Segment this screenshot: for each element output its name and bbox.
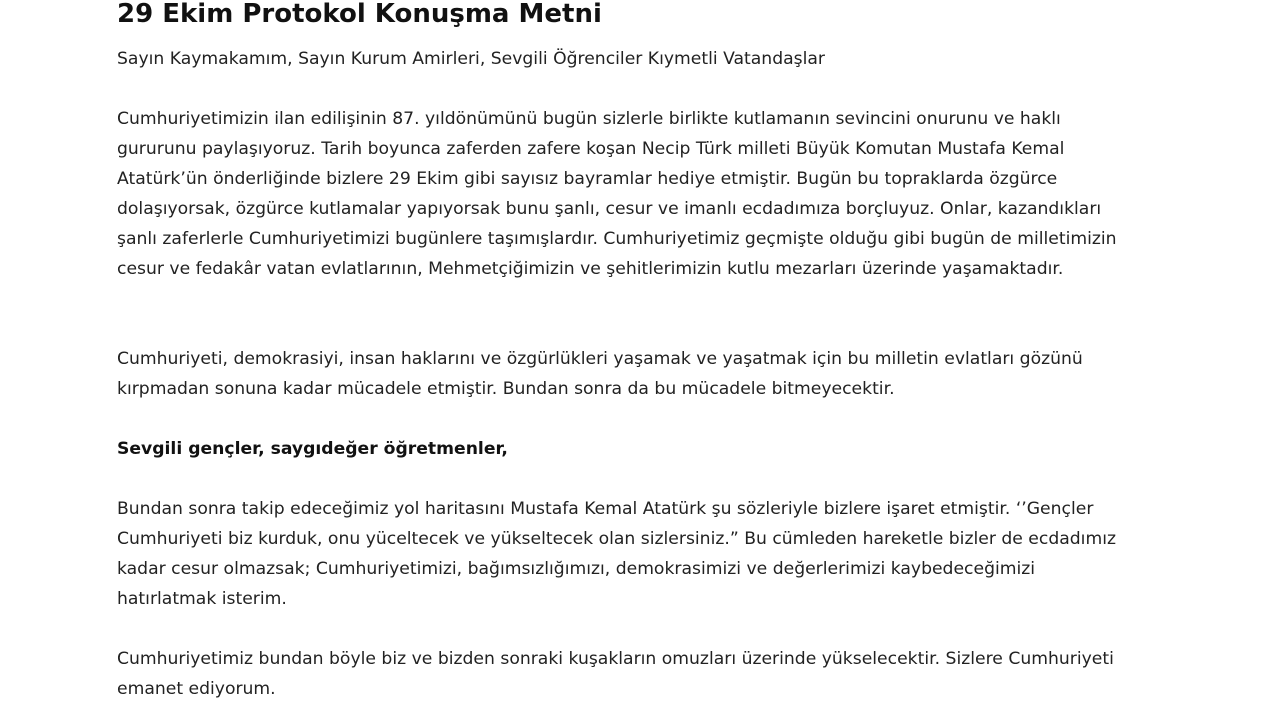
body-paragraph-2: Cumhuriyeti, demokrasiyi, insan haklarını ve özgürlükleri yaşamak ve yaşatmak için bu milletin evlatları gözünü kırpmadan sonuna kadar mücadele etmiştir. Bundan sonra da bu mücadele bitmeyecektir. [117,349,1083,399]
article-title: 29 Ekim Protokol Konuşma Metni [117,0,602,29]
body-paragraph-4: Cumhuriyetimiz bundan böyle biz ve bizden sonraki kuşakların omuzları üzerinde yükselecektir. Sizlere Cumhuriyeti emanet ediyorum. [117,649,1114,699]
body-paragraph-1: Cumhuriyetimizin ilan edilişinin 87. yıldönümünü bugün sizlerle birlikte kutlamanın sevincini onurunu ve haklı gururunu paylaşıyoruz. Tarih boyunca zaferden zafere koşan Necip Türk milleti Büyük Komutan Mustafa Kemal Atatürk’ün önderliğinde bizlere 29 Ekim gibi sayısız bayramlar hediye etmiştir. Bugün bu topraklarda özgürce dolaşıyorsak, özgürce kutlamalar yapıyorsak bunu şanlı, cesur ve imanlı ecdadımıza borçluyuz. Onlar, kazandıkları şanlı zaferlerle Cumhuriyetimizi bugünlere taşımışlardır. Cumhuriyetimiz geçmişte olduğu gibi bugün de milletimizin cesur ve fedakâr vatan evlatlarının, Mehmetçiğimizin ve şehitlerimizin kutlu mezarları üzerinde yaşamaktadır. [117,109,1117,279]
address-heading: Sevgili gençler, saygıdeğer öğretmenler, [117,439,508,459]
body-paragraph-3: Bundan sonra takip edeceğimiz yol haritasını Mustafa Kemal Atatürk şu sözleriyle bizlere işaret etmiştir. ‘’Gençler Cumhuriyeti biz kurduk, onu yüceltecek ve yükseltecek olan sizlersiniz.” Bu cümleden hareketle bizler de ecdadımız kadar cesur olmazsak; Cumhuriyetimizi, bağımsızlığımızı, demokrasimizi ve değerlerimizi kaybedeceğimizi hatırlatmak isterim. [117,499,1116,609]
greeting-paragraph: Sayın Kaymakamım, Sayın Kurum Amirleri, Sevgili Öğrenciler Kıymetli Vatandaşlar [117,49,825,69]
